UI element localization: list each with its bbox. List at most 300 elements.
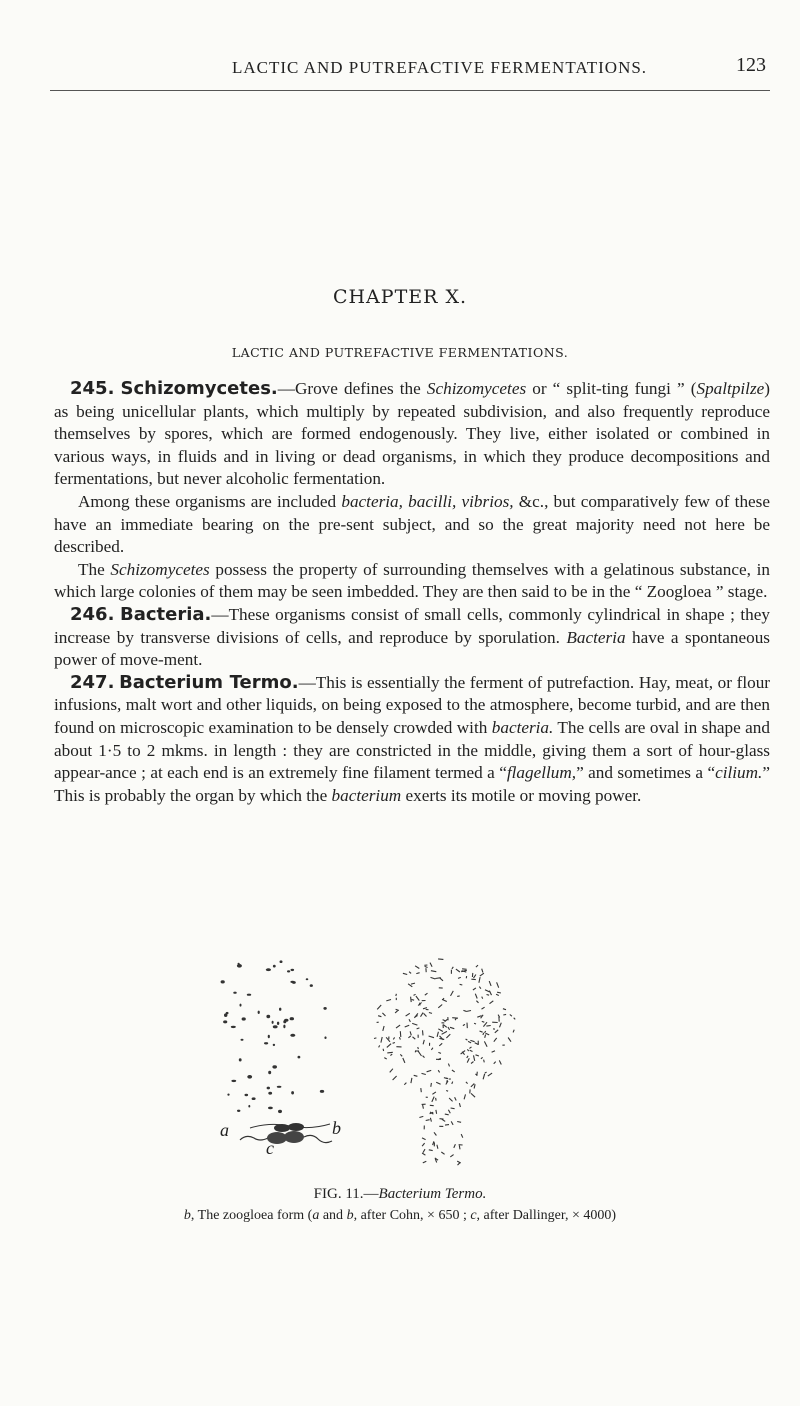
section-number-247: 247. xyxy=(70,671,115,693)
zoogloea-mark xyxy=(432,1097,434,1102)
zoogloea-mark xyxy=(405,1025,410,1027)
section-title-246: Bacteria. xyxy=(119,603,212,625)
zoogloea-mark xyxy=(378,1016,381,1017)
bacterium-dot xyxy=(287,970,290,972)
zoogloea-mark xyxy=(446,1091,448,1092)
zoogloea-mark xyxy=(514,1018,516,1020)
zoogloea-mark xyxy=(383,1049,384,1051)
zoogloea-cluster-b xyxy=(374,959,515,1165)
paragraph-246 xyxy=(54,604,770,672)
zoogloea-mark xyxy=(425,993,428,995)
header-rule xyxy=(50,90,770,91)
bacterium-dot xyxy=(245,1094,249,1096)
zoogloea-mark xyxy=(494,1062,496,1064)
zoogloea-mark xyxy=(403,1058,405,1063)
zoogloea-mark xyxy=(421,1013,424,1017)
zoogloea-mark xyxy=(489,981,491,986)
zoogloea-mark xyxy=(386,1000,391,1001)
bacterium-dot xyxy=(224,1013,227,1017)
note-text: and xyxy=(319,1208,347,1223)
zoogloea-mark xyxy=(431,971,436,972)
zoogloea-tail-mark xyxy=(437,1145,438,1149)
zoogloea-mark xyxy=(427,1070,432,1071)
zoogloea-tail-mark xyxy=(459,1103,460,1107)
bacterium-dot xyxy=(233,992,236,994)
zoogloea-tail-mark xyxy=(458,1162,461,1165)
bacterium-dot xyxy=(280,960,283,963)
zoogloea-mark xyxy=(474,1055,475,1061)
zoogloea-mark xyxy=(467,1058,469,1062)
zoogloea-mark xyxy=(471,1093,475,1097)
zoogloea-mark xyxy=(466,1082,468,1084)
zoogloea-mark xyxy=(452,1070,455,1072)
zoogloea-mark xyxy=(448,1027,450,1030)
zoogloea-tail-mark xyxy=(442,1119,445,1121)
zoogloea-mark xyxy=(374,1038,376,1039)
bacterium-dot xyxy=(277,1022,279,1025)
page-number: 123 xyxy=(736,54,766,76)
caption-title: Bacterium Termo. xyxy=(378,1186,487,1202)
zoogloea-mark xyxy=(499,1060,501,1064)
bacterium-dot xyxy=(273,965,276,968)
zoogloea-mark xyxy=(486,1026,490,1027)
zoogloea-mark xyxy=(429,1013,432,1014)
text: Among these organisms are included xyxy=(78,491,342,511)
italic-text: Bacteria xyxy=(566,627,626,647)
bacterium-dot xyxy=(268,1071,271,1074)
zoogloea-mark xyxy=(438,1052,441,1053)
zoogloea-mark xyxy=(463,1010,466,1011)
zoogloea-mark xyxy=(409,972,411,974)
zoogloea-mark xyxy=(484,1060,485,1063)
zoogloea-mark xyxy=(457,996,460,997)
zoogloea-mark xyxy=(414,994,416,995)
text: possess the property of surrounding themselves with a gelatinous substance, in which large colonies of them may be seen imbedded. They are then said to be in the “ Zoogloea ” stage. xyxy=(54,559,770,602)
zoogloea-tail-mark xyxy=(433,1141,434,1145)
zoogloea-tail-mark xyxy=(451,1121,453,1125)
zoogloea-mark xyxy=(488,1073,492,1076)
zoogloea-mark xyxy=(476,1001,478,1003)
italic-text: cilium. xyxy=(715,763,763,783)
bacterium-dot xyxy=(272,1021,274,1024)
zoogloea-mark xyxy=(482,1007,485,1009)
zoogloea-mark xyxy=(400,1031,401,1037)
zoogloea-mark xyxy=(467,1056,468,1058)
bacterium-dot xyxy=(247,994,251,996)
note-text: , The zoogloea form ( xyxy=(190,1208,313,1223)
zoogloea-tail-mark xyxy=(430,1118,431,1122)
zoogloea-mark xyxy=(396,994,397,996)
bacterium-dot xyxy=(284,1019,288,1022)
note-letter: c xyxy=(470,1208,477,1223)
zoogloea-mark xyxy=(471,1084,474,1087)
bacterium-dot xyxy=(242,1017,246,1020)
zoogloea-tail-mark xyxy=(422,1138,426,1140)
zoogloea-mark xyxy=(412,1023,417,1025)
bacterium-dot xyxy=(290,1034,295,1037)
zoogloea-mark xyxy=(425,966,428,967)
zoogloea-mark xyxy=(508,1038,511,1042)
text: &c., but comparatively few of these have an immediate bearing on the pre-sent subject, and so the great majority need not here be described. xyxy=(54,491,770,557)
zoogloea-mark xyxy=(415,966,419,969)
zoogloea-mark xyxy=(431,1083,432,1087)
figure-label-a: a xyxy=(220,1120,229,1140)
zoogloea-mark xyxy=(396,1009,399,1010)
zoogloea-mark xyxy=(431,1048,433,1050)
bacterium-dot xyxy=(266,1015,270,1018)
zoogloea-mark xyxy=(432,1092,436,1094)
zoogloea-mark xyxy=(490,1001,494,1004)
bacterium-c-illustration xyxy=(240,1123,332,1144)
bacterium-dot xyxy=(227,1094,229,1096)
zoogloea-mark xyxy=(393,1043,395,1044)
bacterium-dot xyxy=(252,1097,256,1100)
zoogloea-mark xyxy=(456,969,460,972)
bacterium-dot xyxy=(323,1007,326,1010)
text: ” and sometimes a “ xyxy=(576,763,716,783)
zoogloea-mark xyxy=(431,977,436,979)
scattered-cells-a xyxy=(221,960,327,1113)
note-text: , after Cohn, × 650 ; xyxy=(353,1208,471,1223)
caption-prefix: FIG. 11.— xyxy=(313,1186,379,1202)
zoogloea-tail-mark xyxy=(445,1114,449,1115)
zoogloea-mark xyxy=(485,1031,486,1033)
running-title: LACTIC AND PUTREFACTIVE FERMENTATIONS. xyxy=(232,58,648,77)
zoogloea-mark xyxy=(417,1028,420,1029)
zoogloea-mark xyxy=(437,1032,438,1037)
zoogloea-mark xyxy=(423,1056,425,1058)
zoogloea-mark xyxy=(497,982,499,987)
zoogloea-mark xyxy=(436,1082,440,1084)
chapter-subtitle: LACTIC AND PUTREFACTIVE FERMENTATIONS. xyxy=(231,345,569,360)
zoogloea-mark xyxy=(479,977,480,983)
bacterium-dot xyxy=(291,969,295,971)
zoogloea-mark xyxy=(384,1058,386,1059)
bacterium-dot xyxy=(237,1110,240,1112)
figure-caption xyxy=(0,1186,800,1203)
figure-bacterium-termo xyxy=(180,948,620,1178)
zoogloea-mark xyxy=(390,1069,393,1073)
zoogloea-mark xyxy=(485,1035,486,1038)
zoogloea-mark xyxy=(450,1027,454,1028)
zoogloea-mark xyxy=(438,1070,439,1072)
zoogloea-mark xyxy=(395,1011,398,1013)
zoogloea-mark xyxy=(409,1019,410,1022)
zoogloea-mark xyxy=(410,1031,411,1035)
zoogloea-mark xyxy=(418,1051,421,1056)
italic-text: bacteria. xyxy=(491,717,554,737)
zoogloea-mark xyxy=(476,1055,479,1056)
italic-text: Schizomycetes xyxy=(426,379,527,398)
bacterium-dot xyxy=(268,1092,272,1095)
zoogloea-mark xyxy=(474,1023,476,1024)
italic-text: flagellum, xyxy=(506,763,577,783)
note-letter: a xyxy=(312,1208,320,1223)
flagellum-right xyxy=(304,1135,332,1142)
cell-c-right xyxy=(284,1131,304,1143)
zoogloea-mark xyxy=(463,1024,465,1025)
bacterium-dot xyxy=(231,1080,236,1082)
zoogloea-mark xyxy=(483,1033,484,1035)
zoogloea-mark xyxy=(393,1037,394,1039)
zoogloea-mark xyxy=(423,1040,424,1044)
cell-a-right xyxy=(288,1123,304,1131)
bacterium-dot xyxy=(283,1025,285,1029)
zoogloea-mark xyxy=(387,1044,391,1048)
zoogloea-mark xyxy=(492,1051,495,1053)
italic-text: bacteria, bacilli, vibrios, xyxy=(341,491,514,511)
zoogloea-mark xyxy=(503,1009,506,1010)
zoogloea-mark xyxy=(466,1039,468,1040)
zoogloea-mark xyxy=(406,1013,410,1016)
bacterium-dot xyxy=(272,1065,277,1068)
bacterium-dot xyxy=(231,1026,236,1028)
flagellum-left xyxy=(240,1136,268,1140)
zoogloea-mark xyxy=(452,1082,453,1084)
zoogloea-mark xyxy=(474,975,476,979)
zoogloea-mark xyxy=(497,992,501,993)
zoogloea-mark xyxy=(475,994,477,999)
zoogloea-tail-mark xyxy=(451,1108,455,1109)
zoogloea-mark xyxy=(483,1074,485,1080)
bacterium-dot xyxy=(279,1008,281,1011)
zoogloea-tail-mark xyxy=(422,1153,425,1155)
zoogloea-mark xyxy=(455,1097,457,1100)
zoogloea-tail-mark xyxy=(445,1125,449,1126)
bacterium-dot xyxy=(241,1039,244,1041)
zoogloea-mark xyxy=(411,1078,412,1083)
zoogloea-mark xyxy=(403,973,407,974)
zoogloea-mark xyxy=(415,1050,416,1052)
note-letter: b xyxy=(183,1208,191,1223)
zoogloea-mark xyxy=(386,1037,390,1042)
bacterium-dot xyxy=(298,1056,301,1059)
bacterium-dot xyxy=(267,1087,270,1090)
bacterium-dot xyxy=(223,1020,227,1023)
zoogloea-mark xyxy=(480,973,484,976)
bacterium-dot xyxy=(324,1036,326,1039)
text: —This is essentially the ferment of putrefaction. Hay, meat, or flour infusions, malt wort and other liquids, on being exposed to the atmosphere, become turbid, and are then found on microscopic examination to be densely crowded with xyxy=(54,672,771,737)
section-title-245: Schizomycetes. xyxy=(120,378,278,399)
zoogloea-mark xyxy=(510,1015,512,1017)
zoogloea-mark xyxy=(482,969,483,973)
running-head xyxy=(0,52,800,82)
italic-text: bacterium xyxy=(331,785,402,805)
zoogloea-mark xyxy=(396,1025,400,1028)
zoogloea-mark xyxy=(489,991,491,996)
zoogloea-tail-mark xyxy=(448,1110,450,1114)
bacterium-dot xyxy=(273,1025,278,1028)
zoogloea-mark xyxy=(482,1021,485,1022)
zoogloea-mark xyxy=(408,1036,410,1038)
zoogloea-tail-mark xyxy=(423,1105,424,1109)
paragraph-245 xyxy=(54,378,770,491)
paragraph-245-2 xyxy=(54,491,770,559)
zoogloea-tail-mark xyxy=(450,1155,453,1157)
zoogloea-mark xyxy=(467,1049,468,1051)
figure-label-b: b xyxy=(332,1118,341,1138)
bacterium-dot xyxy=(273,1044,275,1046)
zoogloea-mark xyxy=(485,990,490,992)
zoogloea-tail-mark xyxy=(457,1122,461,1123)
figure-label-c: c xyxy=(266,1138,274,1158)
zoogloea-mark xyxy=(411,997,412,1002)
zoogloea-mark xyxy=(461,1051,466,1055)
zoogloea-mark xyxy=(462,969,467,970)
zoogloea-mark xyxy=(418,1047,419,1049)
italic-text: Spaltpilze xyxy=(696,379,765,398)
bacterium-dot xyxy=(239,1058,242,1061)
note-text: , after Dallinger, × 4000) xyxy=(476,1208,617,1223)
bacterium-dot xyxy=(238,963,240,965)
zoogloea-mark xyxy=(404,1083,406,1085)
bacterium-dot xyxy=(306,978,309,980)
zoogloea-tail-mark xyxy=(436,1110,437,1114)
bacterium-dot xyxy=(248,1105,250,1108)
zoogloea-mark xyxy=(422,1073,426,1074)
text: The cells are oval in shape and about 1·5 to 2 mkms. in length : they are constricted in the middle, giving them a sort of hour-glass appear-ance ; at each end is an extremely fine filament termed a “ xyxy=(54,717,770,783)
zoogloea-mark xyxy=(471,1062,474,1064)
zoogloea-mark xyxy=(443,998,444,1000)
bacterium-dot xyxy=(247,1075,252,1079)
zoogloea-mark xyxy=(411,983,415,984)
text: exerts its motile or moving power. xyxy=(401,785,642,805)
zoogloea-mark xyxy=(429,1036,434,1038)
text: have a spontaneous power of move-ment. xyxy=(54,627,770,670)
zoogloea-mark xyxy=(423,1030,424,1035)
section-number-245: 245. xyxy=(70,378,115,399)
zoogloea-mark xyxy=(482,997,483,999)
zoogloea-mark xyxy=(481,1057,483,1059)
zoogloea-tail-mark xyxy=(454,1144,456,1148)
zoogloea-tail-mark xyxy=(422,1143,425,1146)
zoogloea-mark xyxy=(485,1072,487,1073)
zoogloea-mark xyxy=(379,1045,380,1047)
zoogloea-mark xyxy=(474,1084,475,1088)
zoogloea-tail-mark xyxy=(441,1152,444,1154)
zoogloea-mark xyxy=(430,963,432,967)
zoogloea-mark xyxy=(495,1030,498,1033)
body-text xyxy=(54,378,770,807)
zoogloea-tail-mark xyxy=(429,1150,433,1151)
zoogloea-mark xyxy=(423,1008,427,1009)
zoogloea-mark xyxy=(390,1054,392,1056)
zoogloea-mark xyxy=(438,1005,442,1008)
italic-text: Schizomycetes xyxy=(110,559,210,579)
cell-a-left xyxy=(274,1124,290,1132)
figure-note xyxy=(0,1208,800,1224)
bacterium-dot xyxy=(290,1017,294,1020)
zoogloea-mark xyxy=(452,967,453,969)
zoogloea-mark xyxy=(382,1013,385,1016)
zoogloea-mark xyxy=(446,1078,449,1079)
zoogloea-mark xyxy=(500,1023,502,1028)
zoogloea-mark xyxy=(400,1054,402,1056)
paragraph-245-3 xyxy=(54,559,770,604)
zoogloea-mark xyxy=(452,1018,458,1019)
bacterium-dot xyxy=(266,968,271,971)
chapter-heading: CHAPTER X. xyxy=(332,286,468,308)
zoogloea-mark xyxy=(416,973,419,974)
zoogloea-mark xyxy=(476,965,478,967)
zoogloea-mark xyxy=(387,1052,393,1053)
zoogloea-mark xyxy=(473,988,476,990)
note-letter: b xyxy=(346,1208,354,1223)
text: The xyxy=(78,559,111,579)
zoogloea-mark xyxy=(469,1047,471,1049)
bacterium-dot xyxy=(258,1011,260,1014)
zoogloea-mark xyxy=(438,1029,443,1032)
bacterium-dot xyxy=(268,1035,270,1038)
zoogloea-mark xyxy=(487,995,490,996)
zoogloea-tail-mark xyxy=(434,1132,436,1135)
zoogloea-mark xyxy=(484,1041,487,1046)
bacteria-illustration xyxy=(180,948,620,1178)
bacterium-dot xyxy=(278,1110,282,1113)
text: ” This is probably the organ by which the xyxy=(54,763,770,805)
zoogloea-mark xyxy=(468,1041,471,1043)
text: or “ split-ting fungi ” ( xyxy=(526,379,697,398)
zoogloea-mark xyxy=(496,994,499,995)
zoogloea-tail-mark xyxy=(426,1120,430,1121)
bacterium-dot xyxy=(264,1042,268,1044)
zoogloea-mark xyxy=(416,996,419,1001)
zoogloea-mark xyxy=(381,1037,382,1043)
bacterium-dot xyxy=(310,984,313,987)
zoogloea-mark xyxy=(421,1088,422,1092)
zoogloea-mark xyxy=(470,1040,474,1041)
zoogloea-mark xyxy=(414,1075,418,1076)
bacterium-dot xyxy=(277,1086,282,1088)
section-title-247: Bacterium Termo. xyxy=(119,671,299,693)
zoogloea-mark xyxy=(438,959,443,960)
zoogloea-mark xyxy=(479,987,481,989)
zoogloea-tail-mark xyxy=(459,1145,460,1149)
text: ) as being unicellular plants, which multiply by repeated subdivision, and also frequently reproduce themselves by spores, which are formed endogenously. They live, either isolated or combined in various ways, in fluids and in living or dead organisms, in which they produce decompositions and fermentations, but never alcoholic fermentation. xyxy=(54,379,771,489)
zoogloea-mark xyxy=(470,1050,473,1051)
zoogloea-mark xyxy=(383,1026,384,1031)
zoogloea-mark xyxy=(475,1074,477,1075)
zoogloea-mark xyxy=(449,1098,453,1101)
paragraph-247 xyxy=(54,672,770,808)
zoogloea-mark xyxy=(424,1013,427,1016)
zoogloea-mark xyxy=(451,991,454,996)
zoogloea-mark xyxy=(458,977,461,978)
bacterium-dot xyxy=(221,980,225,983)
zoogloea-mark xyxy=(446,1034,450,1038)
bacterium-dot xyxy=(291,1091,294,1094)
zoogloea-mark xyxy=(412,1000,415,1001)
zoogloea-mark xyxy=(513,1030,514,1033)
bacterium-dot xyxy=(237,964,242,968)
text: —Grove defines the xyxy=(277,379,427,398)
zoogloea-mark xyxy=(399,1037,400,1039)
zoogloea-mark xyxy=(494,1038,497,1042)
zoogloea-mark xyxy=(393,1076,397,1080)
zoogloea-mark xyxy=(464,1094,465,1099)
zoogloea-mark xyxy=(448,1064,449,1067)
bacterium-dot xyxy=(268,1107,273,1110)
bacterium-dot xyxy=(290,981,294,983)
zoogloea-mark xyxy=(480,1031,483,1032)
bacterium-dot xyxy=(240,1004,242,1007)
zoogloea-mark xyxy=(413,1037,416,1039)
zoogloea-tail-mark xyxy=(423,1161,427,1163)
zoogloea-mark xyxy=(503,1014,506,1015)
zoogloea-tail-mark xyxy=(419,1116,423,1117)
text: —These organisms consist of small cells, commonly cylindrical in shape ; they increase by transverse divisions of cells, and reproduce by sporulation. xyxy=(54,604,771,647)
section-number-246: 246. xyxy=(70,603,115,625)
